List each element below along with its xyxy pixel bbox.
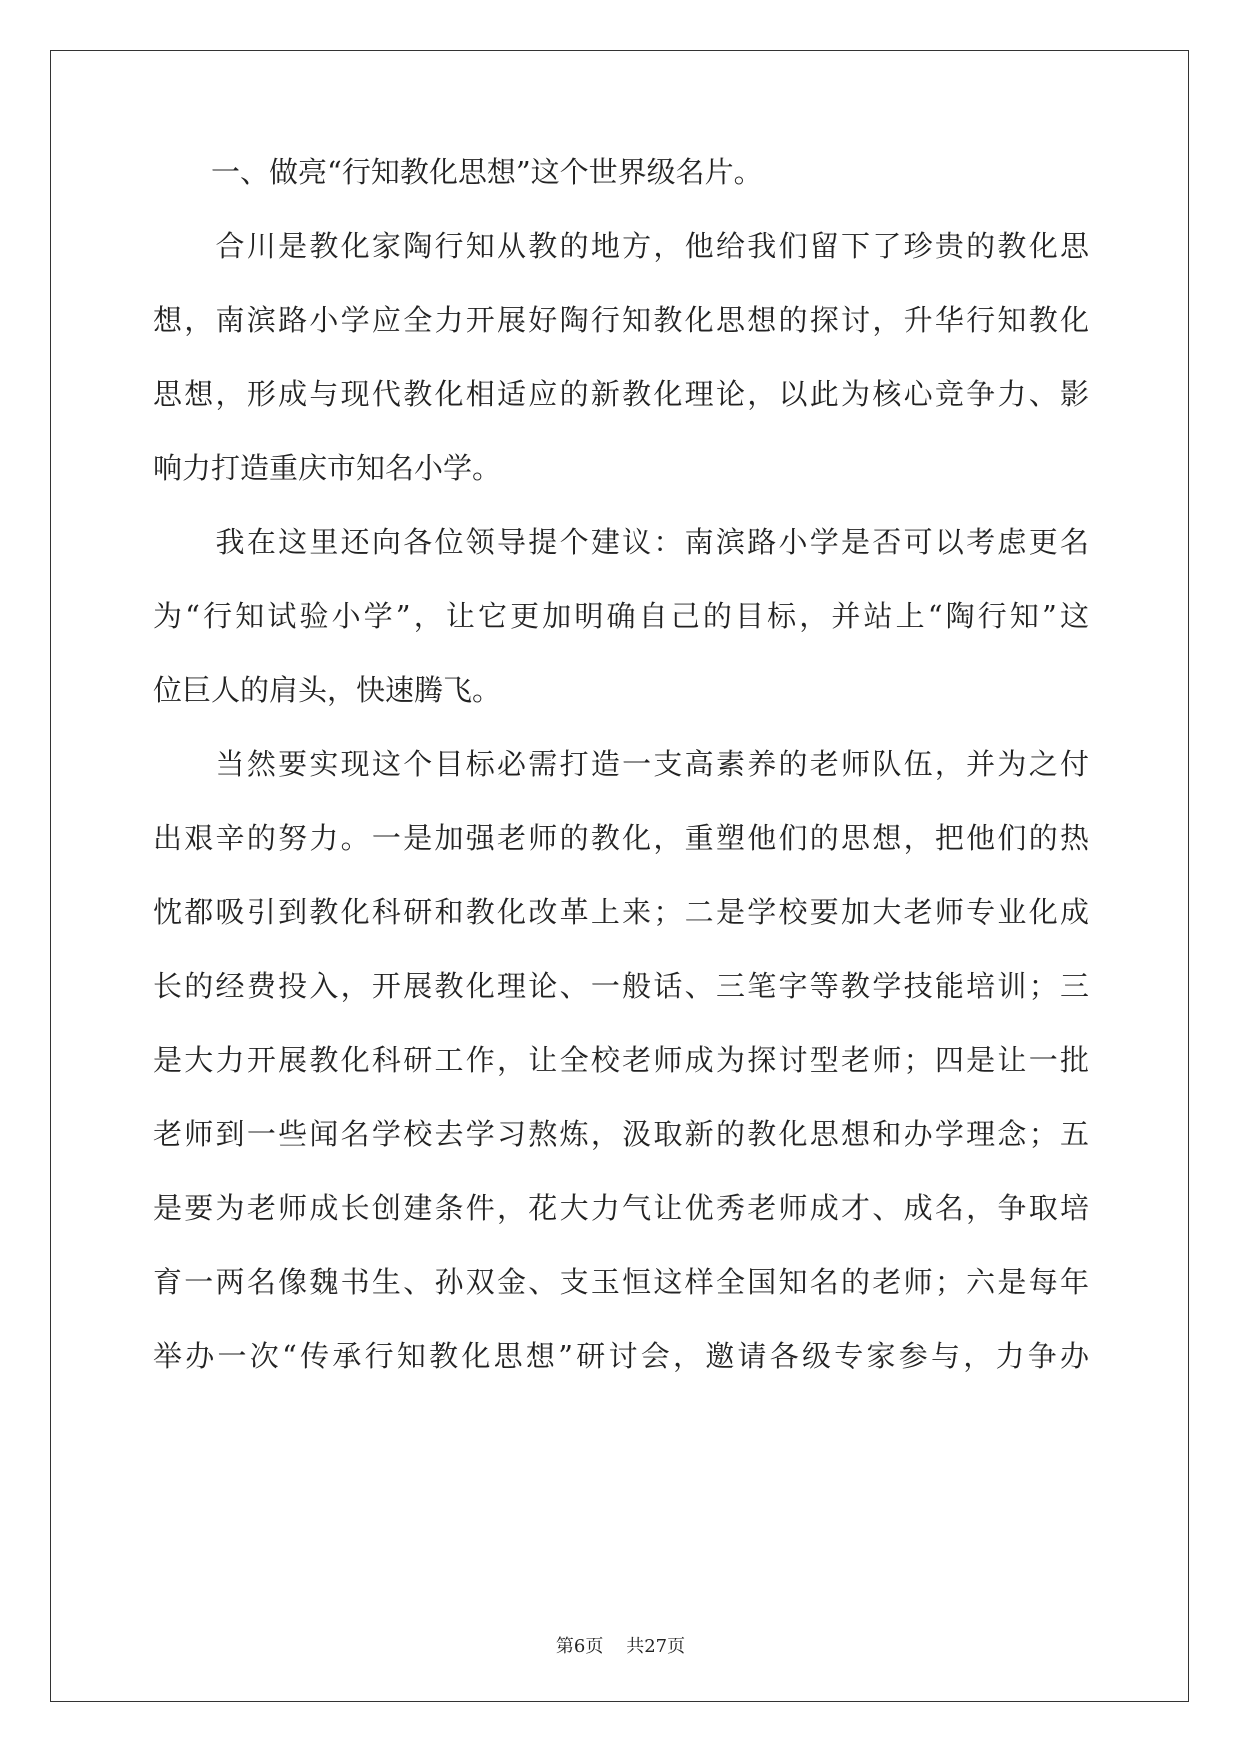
- text-line: 忱都吸引到教化科研和教化改革上来；二是学校要加大老师专业化成: [153, 895, 1089, 929]
- text-line: 长的经费投入，开展教化理论、一般话、三笔字等教学技能培训；三: [153, 969, 1089, 1003]
- text-line: 我在这里还向各位领导提个建议：南滨路小学是否可以考虑更名: [153, 525, 1089, 559]
- text-line: 育一两名像魏书生、孙双金、支玉恒这样全国知名的老师；六是每年: [153, 1265, 1089, 1299]
- text-line: 思想，形成与现代教化相适应的新教化理论，以此为核心竞争力、影: [153, 377, 1089, 411]
- text-line: 位巨人的肩头，快速腾飞。: [153, 673, 502, 707]
- text-line: 当然要实现这个目标必需打造一支高素养的老师队伍，并为之付: [153, 747, 1089, 781]
- page-border: [50, 50, 1189, 1702]
- text-line: 是要为老师成长创建条件，花大力气让优秀老师成才、成名，争取培: [153, 1191, 1089, 1225]
- text-line: 举办一次“传承行知教化思想”研讨会，邀请各级专家参与，力争办: [153, 1339, 1089, 1373]
- text-line: 响力打造重庆市知名小学。: [153, 451, 502, 485]
- text-line: 老师到一些闻名学校去学习熬炼，汲取新的教化思想和办学理念；五: [153, 1117, 1089, 1151]
- total-pages: 共27页: [626, 1636, 686, 1657]
- current-page-number: 第6页: [555, 1636, 604, 1657]
- text-line: 合川是教化家陶行知从教的地方，他给我们留下了珍贵的教化思: [153, 229, 1089, 263]
- text-line: 为“行知试验小学”，让它更加明确自己的目标，并站上“陶行知”这: [153, 599, 1089, 633]
- text-line: 是大力开展教化科研工作，让全校老师成为探讨型老师；四是让一批: [153, 1043, 1089, 1077]
- text-line: 想，南滨路小学应全力开展好陶行知教化思想的探讨，升华行知教化: [153, 303, 1089, 337]
- text-line: 出艰辛的努力。一是加强老师的教化，重塑他们的思想，把他们的热: [153, 821, 1089, 855]
- page-footer: [0, 1635, 1241, 1659]
- text-line: 一、做亮“行知教化思想”这个世界级名片。: [153, 155, 763, 189]
